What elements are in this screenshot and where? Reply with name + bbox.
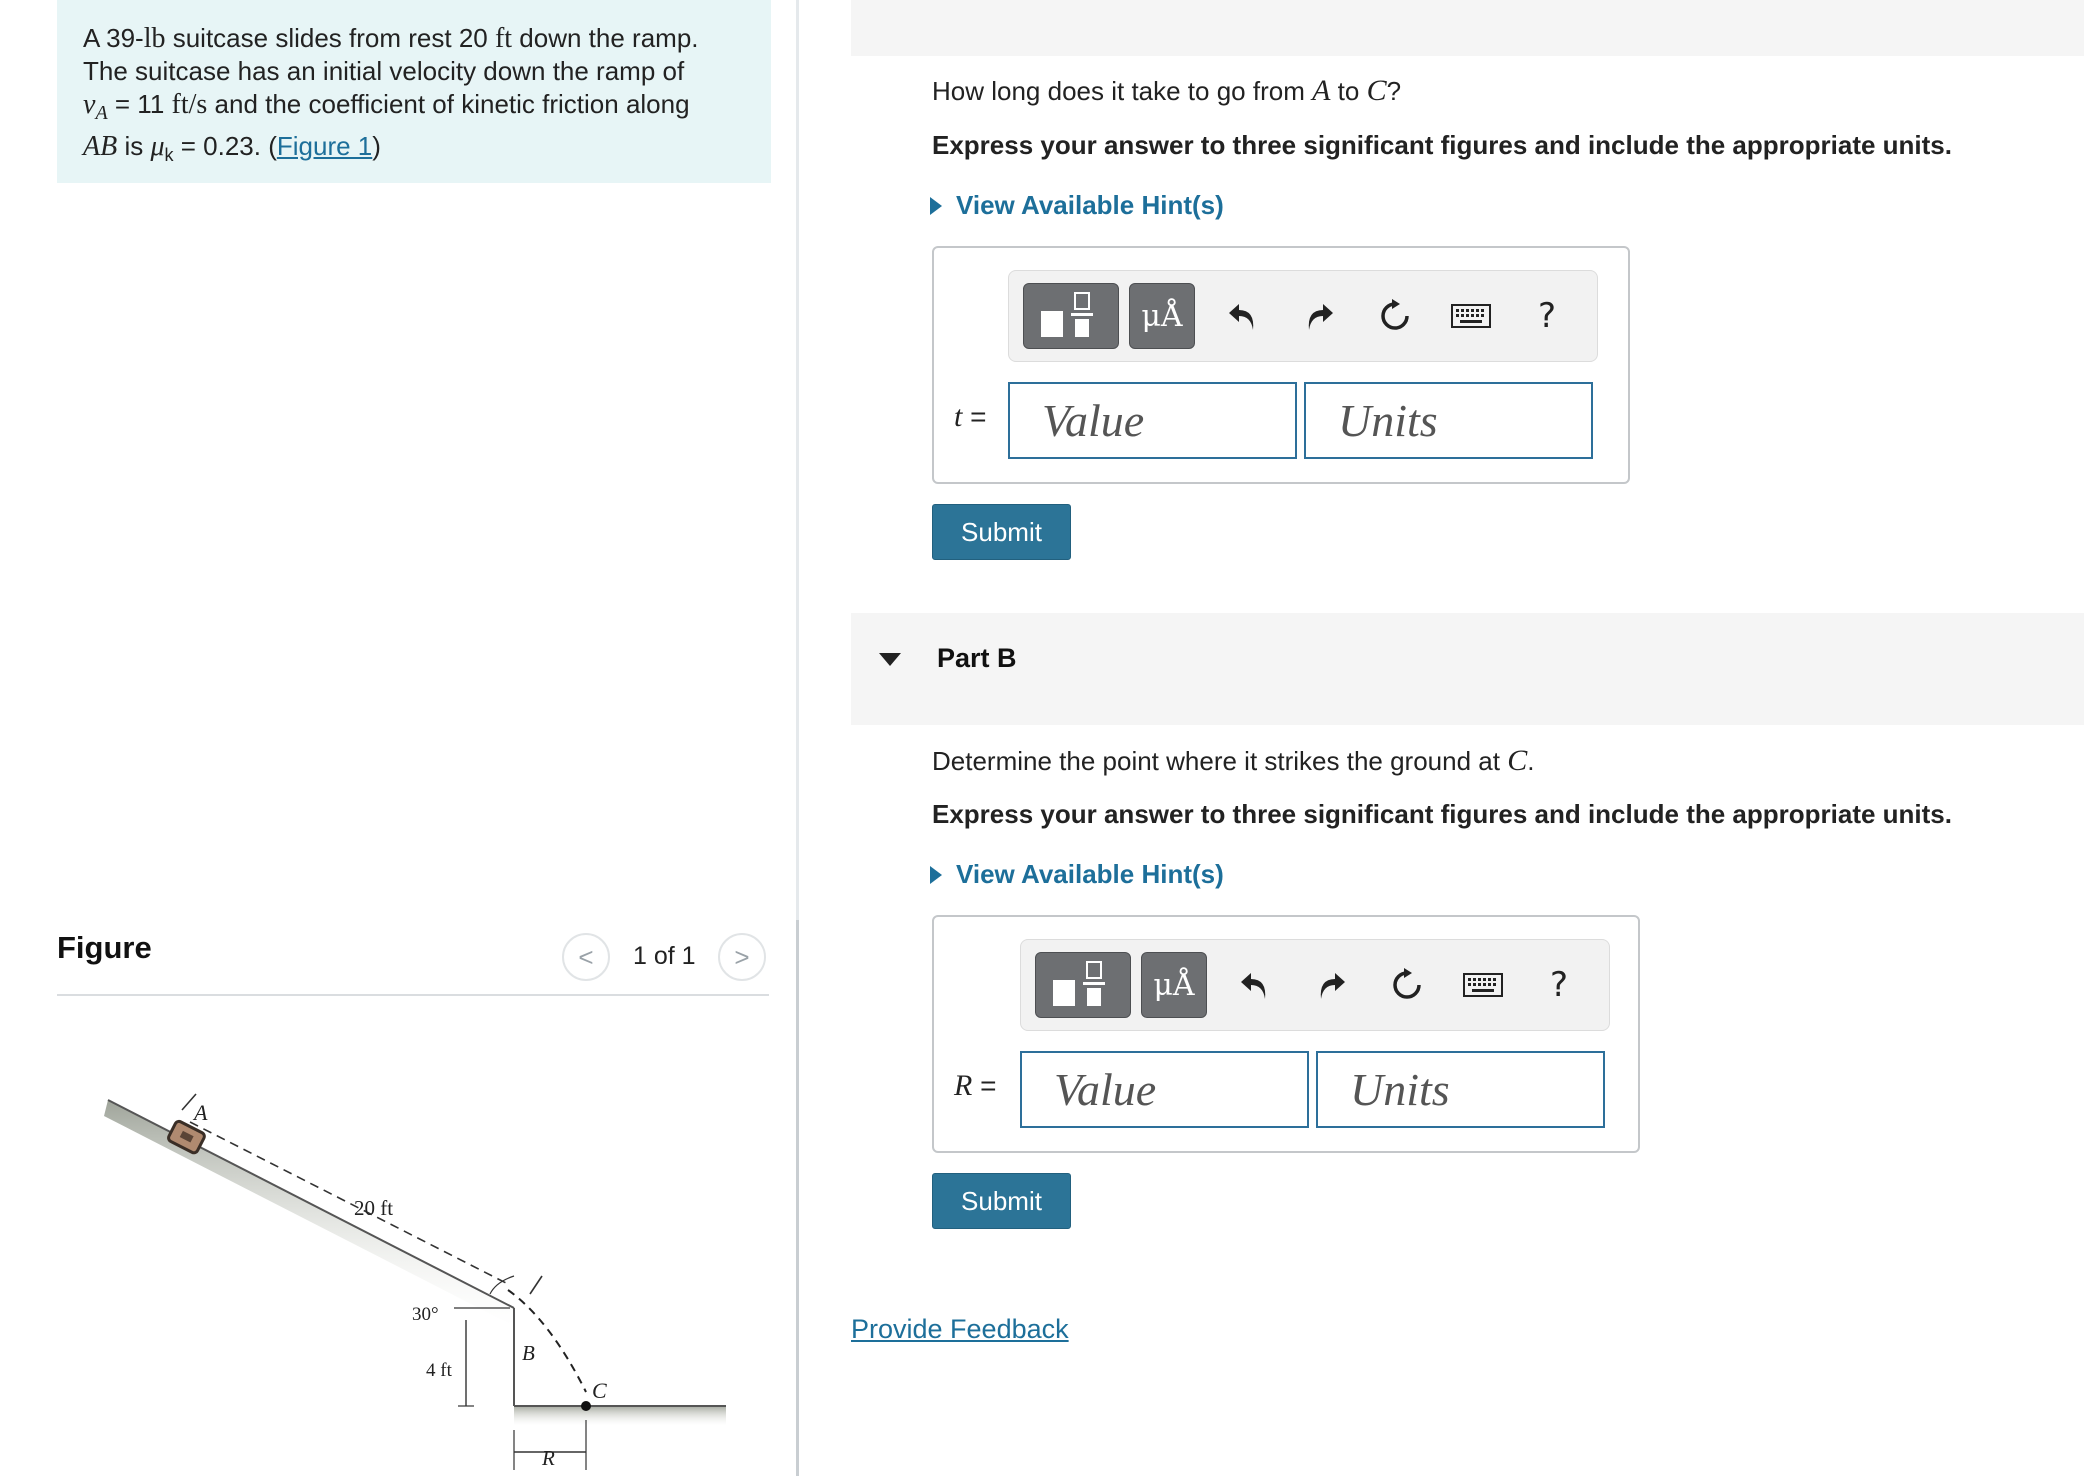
- problem-text: is: [117, 131, 151, 162]
- divider-lower: [796, 920, 799, 1476]
- equals-sign: =: [962, 401, 987, 432]
- problem-text: ): [372, 131, 381, 162]
- undo-button[interactable]: [1225, 954, 1285, 1016]
- problem-text: = 11: [107, 89, 172, 119]
- keyboard-button[interactable]: [1453, 954, 1513, 1016]
- help-button[interactable]: [1517, 285, 1577, 347]
- reset-button[interactable]: [1377, 954, 1437, 1016]
- problem-text: The suitcase has an initial velocity down the ramp of: [83, 56, 685, 86]
- friction-symbol: μ: [150, 131, 165, 163]
- help-button[interactable]: [1529, 954, 1589, 1016]
- label-c: C: [592, 1378, 607, 1403]
- point-c-symbol: C: [1366, 74, 1387, 107]
- units-icon: μÅ: [1141, 298, 1183, 334]
- part-b-hint-toggle[interactable]: [930, 859, 1224, 890]
- hint-label: View Available Hint(s): [956, 190, 1224, 220]
- left-panel: [0, 0, 796, 1476]
- ramp-figure: [90, 1080, 740, 1476]
- ground-surface: [514, 1406, 726, 1426]
- question-text: .: [1527, 746, 1535, 776]
- reset-icon: [1388, 966, 1426, 1004]
- problem-text: suitcase slides from rest 20: [165, 23, 495, 53]
- part-b-header[interactable]: [851, 613, 2084, 725]
- reset-button[interactable]: [1365, 285, 1425, 347]
- part-a-hint-toggle[interactable]: [930, 190, 1224, 221]
- column-divider[interactable]: [796, 0, 799, 1476]
- ramp-line: [108, 1100, 514, 1308]
- variable-label: [954, 400, 986, 434]
- help-icon: ?: [1537, 296, 1557, 336]
- velocity-subscript: A: [95, 102, 108, 125]
- trajectory-path: [508, 1290, 586, 1392]
- divider-upper: [796, 0, 799, 920]
- value-input[interactable]: [1020, 1051, 1309, 1128]
- part-a-instruction: Express your answer to three significant figures and include the appropriate units.: [932, 130, 1952, 160]
- undo-button[interactable]: [1213, 285, 1273, 347]
- reset-icon: [1376, 297, 1414, 335]
- math-toolbar: [1020, 939, 1610, 1031]
- figure-link[interactable]: Figure 1: [276, 131, 373, 162]
- units-icon: μÅ: [1153, 967, 1195, 1003]
- fraction-template-icon: [1039, 291, 1103, 341]
- chevron-right-icon: >: [734, 941, 750, 972]
- fraction-template-button[interactable]: [1023, 283, 1119, 349]
- next-figure-button[interactable]: [718, 933, 766, 981]
- question-text: Determine the point where it strikes the ground at: [932, 746, 1508, 776]
- caret-right-icon: [930, 866, 942, 884]
- dimension-tick: [530, 1276, 542, 1294]
- units-button[interactable]: [1141, 952, 1207, 1018]
- redo-button[interactable]: [1301, 954, 1361, 1016]
- redo-icon: [1301, 298, 1337, 334]
- help-icon: ?: [1549, 965, 1569, 1005]
- math-toolbar: [1008, 270, 1598, 362]
- question-text: How long does it take to go from: [932, 76, 1313, 106]
- keyboard-icon: [1463, 973, 1503, 997]
- part-b-answer-box: [932, 915, 1640, 1153]
- previous-figure-button[interactable]: [562, 933, 610, 981]
- redo-button[interactable]: [1289, 285, 1349, 347]
- problem-text: = 0.23. (: [173, 131, 277, 162]
- equals-sign: =: [972, 1070, 997, 1101]
- part-a-header-band: [851, 0, 2084, 56]
- question-text: ?: [1386, 76, 1402, 106]
- label-height: 4 ft: [426, 1360, 452, 1381]
- ramp-surface: [104, 1100, 514, 1326]
- hint-label: View Available Hint(s): [956, 859, 1224, 889]
- figure-heading: Figure: [57, 930, 152, 965]
- keyboard-button[interactable]: [1441, 285, 1501, 347]
- velocity-unit: ft/s: [171, 89, 208, 120]
- part-b-title: Part B: [937, 643, 1017, 673]
- chevron-left-icon: <: [578, 941, 594, 972]
- distance-dimension-line: [190, 1122, 508, 1284]
- part-a-submit-button[interactable]: Submit: [932, 504, 1071, 560]
- label-a: A: [194, 1100, 208, 1125]
- question-text: to: [1330, 76, 1367, 106]
- part-b-question: [932, 744, 1534, 778]
- part-b-submit-button[interactable]: Submit: [932, 1173, 1071, 1229]
- provide-feedback-link[interactable]: Provide Feedback: [851, 1314, 1069, 1344]
- part-b-instruction: Express your answer to three significant figures and include the appropriate units.: [932, 799, 1952, 829]
- velocity-symbol: v: [83, 89, 96, 120]
- point-a-symbol: A: [1312, 74, 1331, 107]
- part-a-answer-box: [932, 246, 1630, 484]
- impact-point: [581, 1401, 591, 1411]
- label-distance: 20 ft: [354, 1196, 394, 1220]
- mass-unit: lb: [143, 23, 166, 54]
- problem-statement: [57, 0, 771, 183]
- value-input[interactable]: [1008, 382, 1297, 459]
- point-c-symbol: C: [1507, 744, 1528, 777]
- problem-text: down the ramp.: [512, 23, 699, 53]
- figure-divider: [57, 994, 769, 996]
- fraction-template-icon: [1051, 960, 1115, 1010]
- label-b: B: [522, 1341, 535, 1365]
- friction-subscript: k: [164, 145, 174, 166]
- units-button[interactable]: [1129, 283, 1195, 349]
- fraction-template-button[interactable]: [1035, 952, 1131, 1018]
- distance-unit: ft: [494, 23, 513, 54]
- label-angle: 30°: [412, 1304, 439, 1325]
- label-r: R: [542, 1446, 555, 1470]
- units-input[interactable]: [1316, 1051, 1605, 1128]
- keyboard-icon: [1451, 304, 1491, 328]
- undo-icon: [1237, 967, 1273, 1003]
- part-a-question: [932, 74, 1401, 108]
- units-input[interactable]: [1304, 382, 1593, 459]
- redo-icon: [1313, 967, 1349, 1003]
- caret-right-icon: [930, 197, 942, 215]
- problem-text: A 39-: [83, 23, 144, 53]
- variable-symbol: R: [954, 1069, 973, 1102]
- problem-text: and the coefficient of kinetic friction along: [207, 89, 690, 119]
- undo-icon: [1225, 298, 1261, 334]
- variable-label: [954, 1069, 996, 1103]
- caret-down-icon: [879, 653, 901, 666]
- variable-symbol: t: [954, 400, 963, 433]
- segment-symbol: AB: [83, 131, 118, 163]
- figure-counter: 1 of 1: [633, 942, 696, 970]
